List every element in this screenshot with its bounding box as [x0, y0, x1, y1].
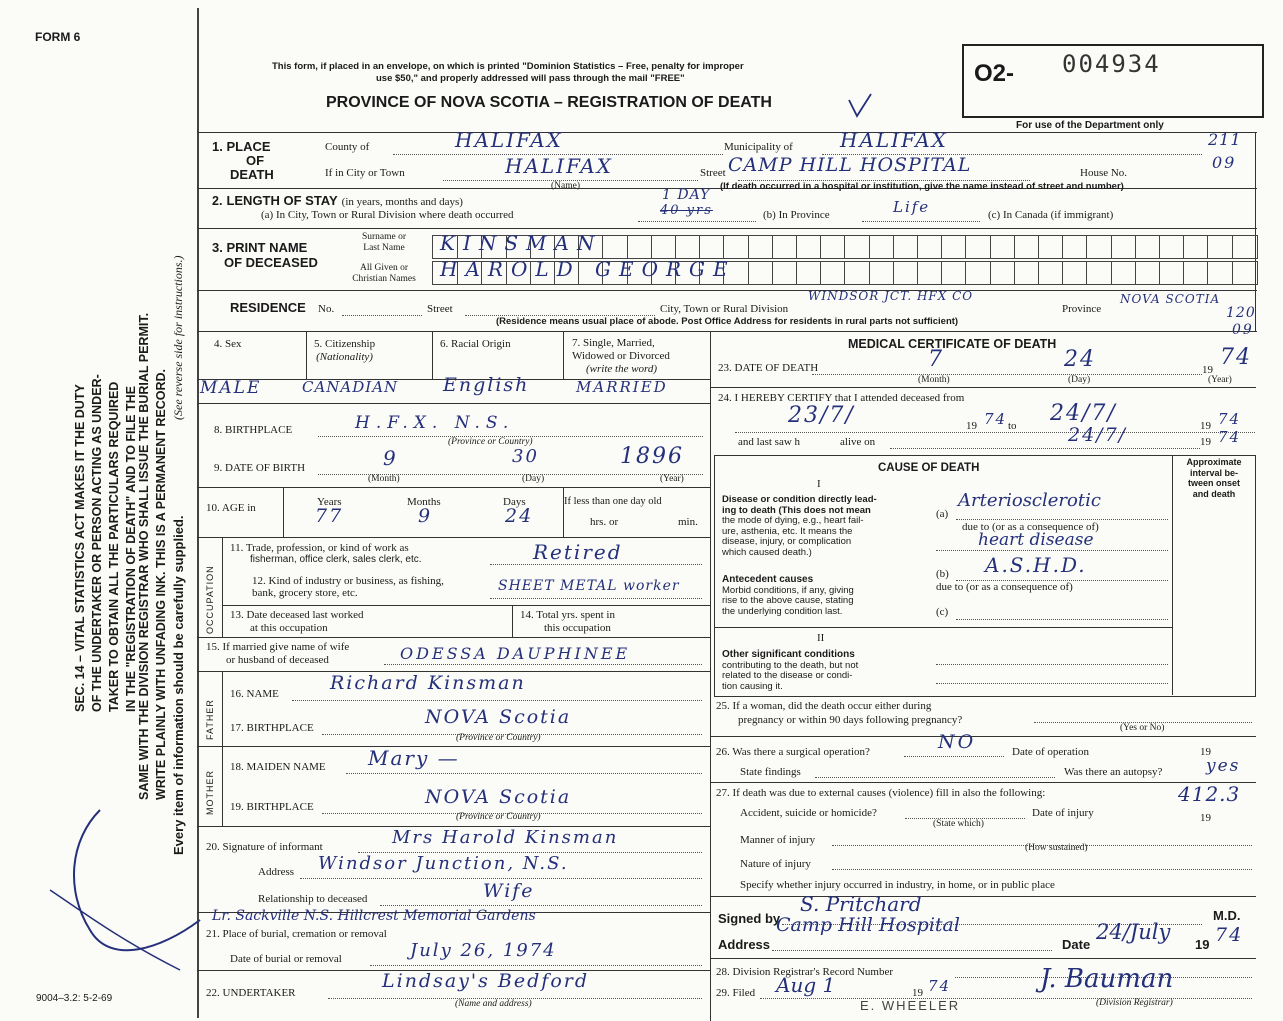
father-name-value: Richard Kinsman: [330, 672, 526, 694]
side-line-1: SEC. 14 – VITAL STATISTICS ACT MAKES IT THE DUTY: [73, 384, 87, 712]
column-divider: [710, 331, 711, 1021]
side-line-8: (See reverse side for instructions.): [171, 255, 185, 420]
cause-b-label: (b): [936, 568, 949, 580]
age-years-value: 77: [315, 505, 344, 527]
residence-province-value: NOVA SCOTIA: [1120, 292, 1221, 306]
form-title: PROVINCE OF NOVA SCOTIA – REGISTRATION OF DEATH: [326, 94, 772, 111]
q11-label-a: 11. Trade, profession, or kind of work as: [230, 542, 409, 554]
surname-value: KINSMAN: [440, 231, 603, 255]
name-grid-cell: [990, 236, 991, 258]
mother-birthplace-note: (Province or Country): [456, 812, 541, 822]
deceased-name-label: [212, 240, 318, 270]
name-grid-cell: [1232, 262, 1233, 284]
name-grid-cell: [748, 236, 749, 258]
sex-label: 4. Sex: [214, 338, 242, 350]
filed-year: 74: [928, 977, 952, 995]
name-grid-cell: [627, 236, 628, 258]
place-label-c: DEATH: [230, 167, 274, 182]
cause-b-value: A.S.H.D.: [985, 553, 1087, 577]
cause-c-label: (c): [936, 606, 949, 618]
filed-year-prefix: 19: [912, 987, 923, 999]
antecedent-label: [722, 575, 854, 617]
birthplace-label: 8. BIRTHPLACE: [214, 424, 293, 436]
burial-date-label: Date of burial or removal: [230, 953, 342, 965]
form-label: FORM 6: [35, 30, 81, 44]
side-line-6: WRITE PLAINLY WITH UNFADING INK. THIS IS A PERMANENT RECORD.: [154, 368, 168, 800]
informant-label: 20. Signature of informant: [206, 841, 323, 853]
dob-year-label: (Year): [660, 474, 684, 484]
doctor-date-value: 24/July: [1096, 920, 1171, 944]
nature-label: Nature of injury: [740, 858, 811, 870]
doctor-address-label: Address: [718, 937, 771, 952]
to-date: 24/7/: [1050, 401, 1117, 426]
dob-month: 9: [383, 446, 398, 470]
undertaker-note: (Name and address): [455, 999, 532, 1009]
last-saw-year-prefix: 19: [1200, 436, 1211, 448]
interval-label-c: tween onset: [1187, 478, 1240, 488]
relationship-label: Relationship to deceased: [258, 893, 368, 905]
last-saw-year: 74: [1218, 428, 1242, 446]
last-saw-label: and last saw h: [738, 436, 801, 448]
specify-label: Specify whether injury occurred in industry, in home, or in public place: [740, 879, 1055, 891]
given-label: [338, 263, 430, 285]
name-grid-cell: [1086, 262, 1087, 284]
section-divider: [197, 228, 1257, 229]
birthplace-value: H.F.X. N.S.: [355, 413, 515, 433]
cause-a2-value: heart disease: [978, 530, 1094, 550]
stay-b-value: Life: [893, 198, 931, 216]
operation-date-label: Date of operation: [1012, 746, 1089, 758]
dob-year: 1896: [620, 444, 684, 469]
racial-label: 6. Racial Origin: [440, 338, 511, 350]
side-instructions-2: [136, 313, 170, 800]
name-grid-cell: [1183, 236, 1184, 258]
autopsy-value: yes: [1206, 756, 1241, 776]
house-label: House No.: [1080, 167, 1128, 179]
name-grid-cell: [1014, 236, 1015, 258]
registration-number-box: [962, 44, 1264, 118]
name-grid-cell: [675, 236, 676, 258]
death-day: 24: [1064, 347, 1096, 372]
side-line-3: TAKER TO OBTAIN ALL THE PARTICULARS REQUIRED: [107, 381, 121, 712]
name-grid-cell: [1232, 236, 1233, 258]
signed-label: Signed by: [718, 911, 781, 926]
mother-birthplace-label: 19. BIRTHPLACE: [230, 801, 314, 813]
right-frame-border: [1255, 132, 1256, 332]
name-grid-cell: [844, 262, 845, 284]
yes-no-note: (Yes or No): [1120, 723, 1165, 733]
death-year-prefix: 19: [1202, 364, 1213, 376]
age-years-label: Years: [317, 496, 342, 508]
side-line-5: SAME WITH THE DIVISION REGISTRAR WHO SHALL ISSUE THE BURIAL PERMIT.: [137, 312, 151, 800]
death-year-label: (Year): [1208, 375, 1232, 385]
ante-label-c: rise to the above cause, stating: [722, 595, 854, 606]
name-grid-cell: [796, 236, 797, 258]
death-month-label: (Month): [918, 375, 950, 385]
stay-a-label: (a) In City, Town or Rural Division where death occurred: [261, 209, 514, 221]
accident-label: Accident, suicide or homicide?: [740, 807, 877, 819]
name-grid-cell: [772, 236, 773, 258]
name-grid-cell: [602, 236, 603, 258]
death-year: 74: [1220, 345, 1252, 370]
name-grid-cell: [869, 236, 870, 258]
county-label: County of: [325, 141, 370, 153]
burial-place-label: 21. Place of burial, cremation or removal: [206, 928, 387, 940]
code-412: 412.3: [1178, 782, 1241, 806]
side-line-4: IN THE "REGISTRATION OF DEATH" AND TO FILE THE: [124, 386, 138, 712]
mail-notice-1: This form, if placed in an envelope, on which is printed "Dominion Statistics – Free, penalty for improper: [272, 61, 744, 72]
occupation-side-label: OCCUPATION: [205, 565, 215, 634]
external-causes-label: 27. If death was due to external causes (violence) fill in also the following:: [716, 787, 1046, 799]
q12-label-b: bank, grocery store, etc.: [252, 587, 358, 599]
other-label-b: contributing to the death, but not: [722, 659, 859, 671]
q25-label-b: pregnancy or within 90 days following pregnancy?: [738, 714, 963, 726]
given-label-b: Christian Names: [352, 274, 416, 284]
signed-by-value: S. Pritchard: [800, 892, 922, 916]
state-findings-label: State findings: [740, 766, 801, 778]
name-grid-cell: [748, 262, 749, 284]
registrar-signature: J. Bauman: [1040, 964, 1174, 994]
age-months-value: 9: [418, 505, 433, 527]
hrs-label: hrs. or: [590, 516, 619, 528]
name-grid-cell: [893, 236, 894, 258]
marital-label-b: Widowed or Divorced: [572, 350, 670, 362]
to-label: to: [1008, 420, 1017, 432]
dept-code-2: 09: [1212, 153, 1237, 172]
other-label-d: tion causing it.: [722, 680, 783, 692]
direct-label-a: Disease or condition directly lead-: [722, 494, 877, 505]
form-code: 9004–3.2: 5-2-69: [36, 993, 113, 1004]
q15-label-a: 15. If married give name of wife: [206, 641, 350, 653]
registrar-note: (Division Registrar): [1096, 998, 1173, 1008]
death-day-label: (Day): [1068, 375, 1091, 385]
name-grid-cell: [1183, 262, 1184, 284]
name-grid-cell: [1207, 262, 1208, 284]
place-label-b: OF: [246, 153, 265, 168]
informant-value: Mrs Harold Kinsman: [392, 827, 619, 848]
residence-code-1: 120: [1226, 305, 1256, 321]
father-birthplace-label: 17. BIRTHPLACE: [230, 722, 314, 734]
dob-month-label: (Month): [368, 474, 400, 484]
q12-value: SHEET METAL worker: [498, 578, 680, 594]
name-grid-cell: [796, 262, 797, 284]
q14-label-b: this occupation: [544, 622, 611, 634]
name-grid-cell: [1159, 262, 1160, 284]
name-grid-cell: [1086, 236, 1087, 258]
dob-day-label: (Day): [522, 474, 545, 484]
informant-address-label: Address: [258, 866, 295, 878]
stay-a-struck: 40 yrs: [660, 203, 713, 218]
surgery-value: NO: [938, 731, 977, 753]
side-instructions: [72, 374, 140, 712]
name-grid-cell: [941, 236, 942, 258]
name-grid-cell: [820, 236, 821, 258]
name-grid-cell: [1159, 236, 1160, 258]
department-use-label: For use of the Department only: [1016, 120, 1164, 131]
father-birthplace-value: NOVA Scotia: [425, 706, 572, 728]
direct-label-b: ing to death (This does not mean: [722, 504, 871, 516]
certify-label: 24. I HEREBY CERTIFY that I attended deceased from: [718, 392, 965, 404]
age-days-label: Days: [503, 496, 526, 508]
from-date: 23/7/: [788, 403, 855, 428]
stay-c-label: (c) In Canada (if immigrant): [988, 209, 1114, 221]
age-months-label: Months: [407, 496, 441, 508]
residence-province-label: Province: [1062, 303, 1102, 315]
name-grid-cell: [941, 262, 942, 284]
name-grid-cell: [917, 262, 918, 284]
place-label-a: PLACE: [226, 139, 271, 154]
county-value: HALIFAX: [455, 128, 563, 152]
name-grid-cell: [820, 262, 821, 284]
section-divider: [197, 132, 1257, 133]
citizenship-label: [314, 338, 375, 364]
doctor-address-value: Camp Hill Hospital: [776, 914, 960, 936]
hospital-note: (If death occurred in a hospital or institution, give the name instead of street and number): [720, 181, 1124, 192]
direct-label-f: which caused death.): [722, 546, 812, 558]
q25-label-a: 25. If a woman, did the death occur either during: [716, 700, 932, 712]
other-label-c: related to the disease or condi-: [722, 670, 853, 681]
burial-place-value: Lr. Sackville N.S. Hillcrest Memorial Gardens: [212, 908, 536, 924]
name-grid-cell: [1062, 262, 1063, 284]
q25-label: [716, 699, 962, 727]
name-grid-cell: [1038, 262, 1039, 284]
name-grid-cell: [1135, 262, 1136, 284]
sex-value: MALE: [200, 378, 262, 398]
other-conditions-label: [722, 650, 858, 692]
interval-label: [1176, 457, 1252, 499]
surgery-label: 26. Was there a surgical operation?: [716, 746, 870, 758]
doctor-date-label: Date: [1062, 937, 1091, 952]
undertaker-value: Lindsay's Bedford: [382, 970, 590, 992]
name-grid-cell: [1014, 262, 1015, 284]
name-grid-cell: [893, 262, 894, 284]
cause-a-value: Arteriosclerotic: [958, 490, 1101, 511]
dob-day: 30: [512, 446, 539, 467]
ante-label-d: the underlying condition last.: [722, 605, 843, 617]
stay-title: LENGTH OF STAY: [226, 193, 338, 208]
citizenship-note: (Nationality): [316, 351, 373, 363]
alive-label: alive on: [840, 436, 876, 448]
name-grid-cell: [1038, 236, 1039, 258]
municipality-value: HALIFAX: [840, 128, 948, 152]
interval-label-b: interval be-: [1189, 467, 1238, 478]
manner-label: Manner of injury: [740, 834, 816, 846]
name-grid-cell: [965, 236, 966, 258]
marital-label-c: (write the word): [586, 363, 658, 375]
medical-title: MEDICAL CERTIFICATE OF DEATH: [848, 337, 1057, 351]
residence-note: (Residence means usual place of abode. Post Office Address for residents in rural parts not sufficient): [496, 316, 959, 327]
q11-value: Retired: [533, 540, 623, 564]
q13-label-b: at this occupation: [250, 622, 328, 634]
mother-name-value: Mary —: [368, 746, 460, 770]
name-grid-cell: [723, 236, 724, 258]
q13-label: [230, 609, 363, 635]
death-date-label: 23. DATE OF DEATH: [718, 362, 819, 374]
name-grid-cell: [1207, 236, 1208, 258]
residence-city-label: City, Town or Rural Division: [660, 303, 789, 315]
father-birthplace-note: (Province or Country): [456, 733, 541, 743]
name-grid-cell: [651, 236, 652, 258]
name-num: 3.: [212, 240, 223, 255]
name-grid-cell: [1111, 236, 1112, 258]
mother-birthplace-value: NOVA Scotia: [425, 786, 572, 808]
birthplace-note: (Province or Country): [448, 437, 533, 447]
less-day-label: If less than one day old: [564, 496, 662, 507]
surname-label: [338, 232, 430, 254]
part-ii-label: II: [817, 632, 825, 644]
father-side-label: FATHER: [205, 699, 215, 740]
direct-label-c: the mode of dying, e.g., heart fail-: [722, 515, 864, 526]
q11-label: [230, 542, 422, 566]
dept-code-1: 211: [1208, 130, 1242, 149]
check-mark-icon: [845, 92, 875, 122]
doctor-date-year-prefix: 19: [1195, 937, 1210, 952]
direct-label-d: ure, asthenia, etc. It means the: [722, 525, 853, 537]
surname-label-a: Surname or: [361, 232, 407, 242]
stay-num: 2.: [212, 194, 223, 208]
side-line-2: OF THE UNDERTAKER OR PERSON ACTING AS UNDER-: [90, 374, 104, 712]
mother-name-label: 18. MAIDEN NAME: [230, 761, 326, 773]
to-year: 74: [1218, 410, 1242, 428]
name-grid-cell: [772, 262, 773, 284]
autopsy-label: Was there an autopsy?: [1064, 766, 1163, 778]
name-label-b: OF DECEASED: [224, 255, 318, 270]
name-grid-cell: [1135, 236, 1136, 258]
name-grid-cell: [869, 262, 870, 284]
other-label-a: Other significant conditions: [722, 649, 855, 660]
direct-cause-label: [722, 495, 877, 558]
city-value: HALIFAX: [505, 154, 613, 178]
residence-label: RESIDENCE: [230, 300, 306, 315]
name-grid-cell: [990, 262, 991, 284]
mail-notice-2: use $50," and properly addressed will pass through the mail "FREE": [376, 73, 685, 84]
cause-title: CAUSE OF DEATH: [878, 462, 980, 474]
undertaker-label: 22. UNDERTAKER: [206, 987, 296, 999]
q15-label: [206, 641, 349, 667]
interval-label-a: Approximate: [1186, 457, 1242, 467]
given-label-a: All Given or: [359, 263, 409, 273]
operation-year-prefix: 19: [1200, 746, 1211, 758]
due-to-b-label: due to (or as a consequence of): [936, 581, 1073, 593]
from-year: 74: [984, 410, 1008, 428]
md-label: M.D.: [1213, 908, 1241, 923]
place-label: [212, 140, 274, 182]
registration-prefix: O2-: [974, 60, 1015, 87]
mother-side-label: MOTHER: [205, 770, 215, 815]
name-grid-cell: [1111, 262, 1112, 284]
injury-year-prefix: 19: [1200, 812, 1211, 824]
section-divider: [197, 290, 1257, 291]
place-num: 1.: [212, 139, 223, 154]
handwritten-mark-icon: [30, 800, 220, 980]
side-line-7: Every item of information should be carefully supplied.: [171, 515, 186, 855]
ante-label-a: Antecedent causes: [722, 574, 814, 585]
filed-value: Aug 1: [776, 973, 836, 997]
name-grid-cell: [699, 236, 700, 258]
informant-address-value: Windsor Junction, N.S.: [318, 853, 569, 874]
burial-date-value: July 26, 1974: [410, 940, 557, 961]
last-saw-date: 24/7/: [1068, 424, 1128, 446]
surname-label-b: Last Name: [363, 243, 405, 253]
age-days-value: 24: [505, 505, 534, 527]
residence-code-2: 09: [1232, 322, 1254, 338]
state-which-note: (State which): [933, 819, 984, 829]
how-sustained-note: (How sustained): [1025, 843, 1088, 853]
spouse-value: ODESSA DAUPHINEE: [400, 644, 631, 663]
name-grid-cell: [917, 236, 918, 258]
registration-number: 004934: [1062, 50, 1161, 78]
q12-label: [252, 575, 444, 599]
death-month: 7: [928, 347, 944, 372]
from-year-prefix: 19: [966, 420, 977, 432]
name-grid-cell: [965, 262, 966, 284]
cause-a-label: (a): [936, 508, 949, 520]
q12-label-a: 12. Kind of industry or business, as fishing,: [252, 575, 444, 587]
min-label: min.: [678, 516, 698, 528]
doctor-date-year: 74: [1215, 924, 1244, 946]
residence-no-label: No.: [318, 303, 335, 315]
marital-label: [572, 337, 670, 376]
q13-label-a: 13. Date deceased last worked: [230, 609, 364, 621]
ante-label-b: Morbid conditions, if any, giving: [722, 584, 854, 596]
to-year-prefix: 19: [1200, 420, 1211, 432]
stay-a-value: 1 DAY: [662, 187, 711, 203]
relationship-value: Wife: [483, 880, 535, 902]
age-label: 10. AGE in: [206, 502, 256, 514]
marital-value: MARRIED: [576, 378, 668, 396]
dob-label: 9. DATE OF BIRTH: [214, 462, 306, 474]
racial-value: English: [443, 374, 530, 396]
due-to-a-label: due to (or as a consequence of): [962, 521, 1099, 533]
stay-note: (in years, months and days): [341, 196, 463, 208]
street-label: Street: [700, 167, 726, 179]
residence-street-label: Street: [427, 303, 453, 315]
stay-label: [212, 192, 463, 210]
q14-label: [520, 609, 615, 635]
marital-label-a: 7. Single, Married,: [572, 337, 655, 349]
injury-date-label: Date of injury: [1032, 807, 1094, 819]
citizenship-label-text: 5. Citizenship: [314, 338, 376, 350]
q14-label-a: 14. Total yrs. spent in: [520, 609, 615, 621]
name-label-a: PRINT NAME: [226, 240, 308, 255]
citizenship-value: CANADIAN: [302, 378, 399, 396]
municipality-label: Municipality of: [724, 141, 793, 153]
filed-label: 29. Filed: [716, 987, 756, 999]
name-grid-cell: [1062, 236, 1063, 258]
father-name-label: 16. NAME: [230, 688, 279, 700]
section-divider: [197, 331, 1257, 332]
stamp-name: E. WHEELER: [860, 998, 961, 1013]
name-grid-cell: [844, 236, 845, 258]
registrar-record-label: 28. Division Registrar's Record Number: [716, 966, 894, 978]
part-i-label: I: [817, 478, 821, 490]
q15-label-b: or husband of deceased: [226, 654, 329, 666]
city-label: If in City or Town: [325, 167, 405, 179]
street-value: CAMP HILL HOSPITAL: [728, 154, 972, 176]
residence-city-value: WINDSOR JCT. HFX CO: [808, 289, 974, 303]
name-note: (Name): [551, 181, 581, 191]
direct-label-e: disease, injury, or complication: [722, 536, 852, 547]
stay-b-label: (b) In Province: [763, 209, 830, 221]
given-name-value: HAROLD GEORGE: [440, 257, 736, 281]
interval-label-d: and death: [1192, 488, 1236, 499]
q11-label-b: fisherman, office clerk, sales clerk, etc.: [250, 554, 422, 565]
